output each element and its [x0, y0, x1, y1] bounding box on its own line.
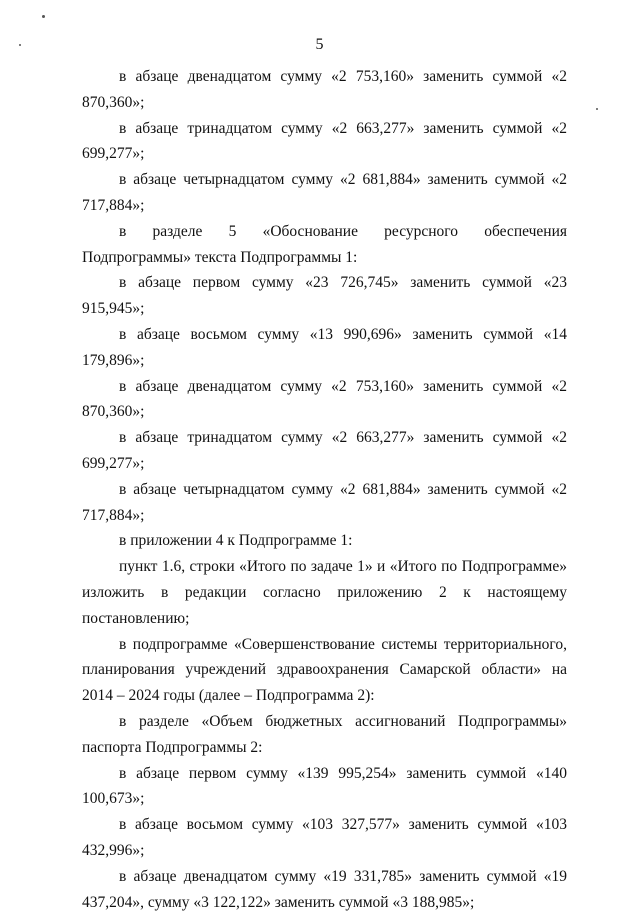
document-body [82, 64, 567, 915]
paragraph: в абзаце четырнадцатом сумму «2 681,884» заменить суммой «2 717,884»; [82, 171, 567, 214]
paragraph: в абзаце восьмом сумму «103 327,577» заменить суммой «103 432,996»; [82, 816, 567, 859]
scan-speck [42, 15, 45, 18]
paragraph: в абзаце двенадцатом сумму «2 753,160» заменить суммой «2 870,360»; [82, 377, 567, 421]
scan-speck [596, 108, 598, 110]
paragraph: в абзаце восьмом сумму «13 990,696» заменить суммой «14 179,896»; [82, 325, 567, 369]
paragraph: в разделе «Объем бюджетных ассигнований Подпрограммы» паспорта Подпрограммы 2: [82, 712, 567, 756]
paragraph: в абзаце первом сумму «23 726,745» заменить суммой «23 915,945»; [82, 274, 567, 318]
paragraph: в абзаце тринадцатом сумму «2 663,277» заменить суммой «2 699,277»; [82, 429, 567, 472]
paragraph: в разделе 5 «Обоснование ресурсного обеспечения Подпрограммы» текста Подпрограммы 1: [82, 222, 567, 266]
paragraph: в абзаце первом сумму «139 995,254» заменить суммой «140 100,673»; [82, 764, 567, 808]
page-number: 5 [315, 36, 324, 53]
paragraph: в приложении 4 к Подпрограмме 1: [119, 532, 353, 550]
paragraph: в абзаце четырнадцатом сумму «2 681,884» заменить суммой «2 717,884»; [82, 480, 567, 524]
paragraph: в подпрограмме «Совершенствование системы территориального, планирования учреждений здравоохранения Самарской области» на 2014 – 2024 годы (далее – Подпрограмма 2): [82, 635, 567, 705]
paragraph: в абзаце тринадцатом сумму «2 663,277» заменить суммой «2 699,277»; [82, 119, 567, 163]
paragraph: пункт 1.6, строки «Итого по задаче 1» и «Итого по Подпрограмме» изложить в редакции согласно приложению 2 к настоящему постановлению; [82, 558, 567, 627]
paragraph: в абзаце двенадцатом сумму «2 753,160» заменить суммой «2 870,360»; [82, 68, 567, 111]
paragraph: в абзаце двенадцатом сумму «19 331,785» заменить суммой «19 437,204», сумму «3 122,122» заменить суммой «3 188,985»; [82, 867, 567, 911]
